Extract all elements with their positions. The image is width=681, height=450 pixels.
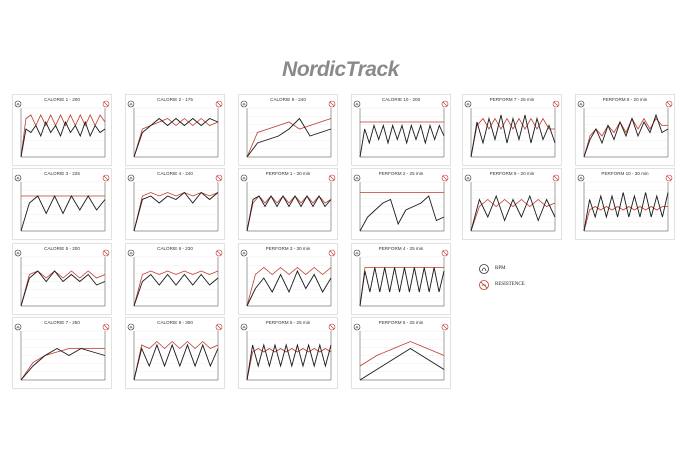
resistance-line <box>21 115 105 157</box>
workout-title: CALORIE 5 - 200 <box>44 246 80 251</box>
workout-chart-panel <box>351 243 451 315</box>
workout-plot <box>352 169 450 239</box>
workout-title: CALORIE 1 - 200 <box>44 97 80 102</box>
rpm-line <box>21 349 105 381</box>
workout-chart-panel <box>125 243 225 315</box>
workout-title: CALORIE 3 - 225 <box>44 171 80 176</box>
legend-label-rpm: RPM <box>495 266 506 271</box>
workout-title: PERFORM 4 - 25 min <box>378 246 424 251</box>
rpm-line <box>584 115 668 157</box>
workout-chart-panel <box>12 168 112 240</box>
workout-chart-panel <box>351 317 451 389</box>
rpm-line <box>134 275 218 307</box>
rpm-line <box>21 196 105 231</box>
workout-title: CALORIE 2 - 175 <box>157 97 193 102</box>
workout-title: PERFORM 5 - 25 min <box>265 320 311 325</box>
legend-item-rpm <box>478 263 568 275</box>
workout-chart-panel <box>238 94 338 166</box>
workout-chart-panel <box>125 94 225 166</box>
workout-title: CALORIE 4 - 240 <box>157 171 193 176</box>
workout-plot <box>126 169 224 239</box>
workout-chart-panel <box>238 317 338 389</box>
workout-title: PERFORM 10 - 30 min <box>601 171 649 176</box>
legend-label-resistance: RESISTENCE <box>495 282 525 287</box>
rpm-line <box>21 122 105 157</box>
rpm-line <box>360 349 444 381</box>
workout-chart-panel <box>125 168 225 240</box>
rpm-line <box>21 271 105 306</box>
workout-title: PERFORM 7 - 25 min <box>489 97 535 102</box>
legend-item-resistance <box>478 279 568 291</box>
workout-chart-panel <box>12 94 112 166</box>
resistance-line <box>134 271 218 306</box>
workout-chart-panel <box>462 94 562 166</box>
workout-chart-panel <box>125 317 225 389</box>
workout-plot <box>576 169 674 239</box>
workout-chart-panel <box>575 94 675 166</box>
workout-plot <box>463 95 561 165</box>
workout-plot <box>352 244 450 314</box>
workout-plot <box>239 318 337 388</box>
workout-plot <box>126 95 224 165</box>
workout-chart-panel <box>12 317 112 389</box>
workout-plot <box>239 244 337 314</box>
workout-title: PERFORM 6 - 25 min <box>378 320 424 325</box>
workout-chart-panel <box>462 168 562 240</box>
workout-title: PERFORM 2 - 25 min <box>378 171 424 176</box>
workout-plot <box>126 318 224 388</box>
workout-title: PERFORM 1 - 30 min <box>265 171 311 176</box>
legend <box>478 263 598 303</box>
workout-title: CALORIE 7 - 250 <box>44 320 80 325</box>
workout-title: CALORIE 10 - 200 <box>381 97 421 102</box>
rpm-line <box>134 345 218 380</box>
resistance-line <box>21 349 105 381</box>
workout-chart-panel <box>575 168 675 240</box>
workout-title: PERFORM 9 - 20 min <box>489 171 535 176</box>
nordictrack-logo: NordicTrack <box>282 58 399 81</box>
rpm-line <box>471 196 555 231</box>
rpm-line <box>247 196 331 231</box>
workout-title: CALORIE 8 - 300 <box>157 320 193 325</box>
workout-title: CALORIE 9 - 240 <box>270 97 306 102</box>
workout-plot <box>463 169 561 239</box>
workout-plot <box>13 169 111 239</box>
resistance-line <box>471 200 555 232</box>
workout-plot <box>13 95 111 165</box>
rpm-line <box>471 115 555 157</box>
workout-plot <box>239 95 337 165</box>
workout-title: PERFORM 8 - 20 min <box>602 97 648 102</box>
workout-plot <box>126 244 224 314</box>
workout-chart-panel <box>351 94 451 166</box>
workout-chart-panel <box>351 168 451 240</box>
rpm-line <box>360 196 444 231</box>
workout-plot <box>13 244 111 314</box>
resistance-line <box>247 349 331 381</box>
workout-plot <box>576 95 674 165</box>
resistance-line <box>247 196 331 231</box>
workout-title: PERFORM 3 - 30 min <box>265 246 311 251</box>
workout-chart-panel <box>12 243 112 315</box>
rpm-line <box>247 271 331 306</box>
workout-chart-panel <box>238 168 338 240</box>
workout-plot <box>13 318 111 388</box>
workout-plot <box>352 318 450 388</box>
rpm-icon <box>478 263 490 275</box>
workout-chart-panel <box>238 243 338 315</box>
resistance-icon <box>478 279 490 291</box>
resistance-line <box>21 271 105 306</box>
workout-plot <box>352 95 450 165</box>
workout-title: CALORIE 6 - 230 <box>157 246 193 251</box>
workout-plot <box>239 169 337 239</box>
rpm-line <box>360 126 444 158</box>
